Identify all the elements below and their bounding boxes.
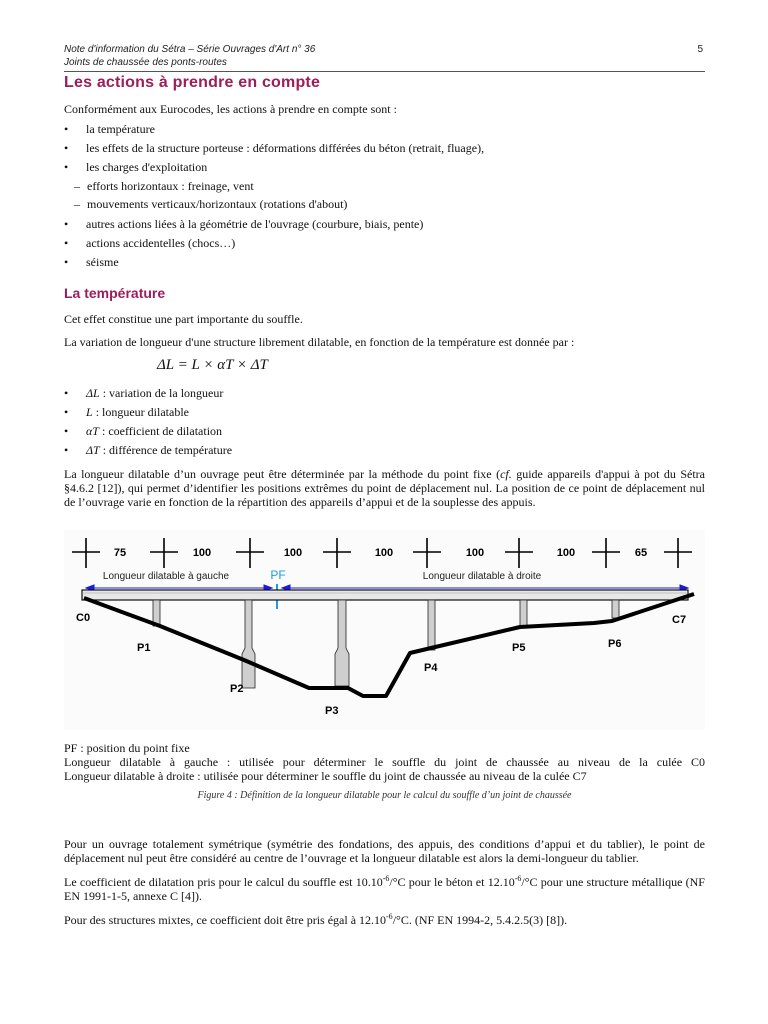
definition-item	[86, 424, 222, 438]
header-series: Note d'information du Sétra – Série Ouvrages d'Art n° 36	[64, 44, 316, 55]
bullet: •	[64, 424, 69, 438]
symmetric-paragraph: Pour un ouvrage totalement symétrique (symétrie des fondations, des appuis, des conditions d’appui et du tablier), le point de déplacement nul peut être considéré au centre de l’ouvrage et la longueur dilatable est alors la demi-longueur du tablier.	[64, 837, 705, 865]
bullet: •	[64, 160, 69, 174]
legend-right: Longueur dilatable à droite : utilisée pour déterminer le souffle du joint de chaussée au niveau de la culée C7	[64, 769, 587, 783]
dash: –	[74, 197, 80, 211]
span-length: 100	[192, 547, 212, 559]
support-label: C0	[76, 612, 91, 624]
list-item: les charges d'exploitation	[86, 160, 208, 174]
section-title-actions: Les actions à prendre en compte	[64, 74, 321, 91]
bullet: •	[64, 217, 69, 231]
list-item: autres actions liées à la géométrie de l'ouvrage (courbure, biais, pente)	[86, 217, 424, 231]
bullet: •	[64, 236, 69, 250]
definition-item	[86, 386, 223, 400]
legend-left: Longueur dilatable à gauche : utilisée pour déterminer le souffle du joint de chaussée au niveau de la culée C0	[64, 755, 705, 769]
bullet: •	[64, 255, 69, 269]
bridge-deck	[82, 590, 688, 600]
list-item: actions accidentelles (chocs…)	[86, 236, 236, 250]
label-right-length: Longueur dilatable à droite	[422, 571, 542, 582]
span-length: 100	[556, 547, 576, 559]
bullet: •	[64, 443, 69, 457]
bridge-figure	[64, 530, 705, 730]
support-label: P2	[230, 683, 244, 695]
running-header	[64, 43, 705, 69]
list-item: séisme	[86, 255, 119, 269]
dash: –	[74, 179, 80, 193]
symbol: ΔT	[86, 443, 100, 457]
header-subtitle: Joints de chaussée des ponts-routes	[64, 57, 227, 68]
sub-list-item: mouvements verticaux/horizontaux (rotations d'about)	[87, 197, 348, 211]
list-item: les effets de la structure porteuse : déformations différées du béton (retrait, fluage),	[86, 141, 485, 155]
symbol: αT	[86, 424, 99, 438]
sub-list-item: efforts horizontaux : freinage, vent	[87, 179, 254, 193]
intro-paragraph: Conformément aux Eurocodes, les actions à prendre en compte sont :	[64, 102, 397, 116]
fixed-point-label: PF	[270, 568, 286, 582]
span-length: 75	[113, 547, 127, 559]
fixed-point-paragraph: La longueur dilatable d’un ouvrage peut être déterminée par la méthode du point fixe (cf. guide appareils d'appui à pot du Sétra §4.6.2 [12]), qui permet d’identifier les positions extrêmes du point de déplacement nul. La position de ce point de déplacement nul de l’ouvrage varie en fonction de la répartition des appareils d’appui et de la souplesse des appuis.	[64, 467, 705, 509]
span-length: 100	[374, 547, 394, 559]
definition-text: : différence de température	[99, 443, 233, 457]
definition-text: : variation de la longueur	[99, 386, 224, 400]
paragraph: La variation de longueur d'une structure librement dilatable, en fonction de la température est donnée par :	[64, 335, 575, 349]
support-label: P3	[325, 705, 339, 717]
list-item: la température	[86, 122, 155, 136]
header-rule	[64, 71, 705, 72]
support-label: P5	[512, 642, 526, 654]
symbol: ΔL	[86, 386, 100, 400]
span-length: 100	[283, 547, 303, 559]
bullet: •	[64, 122, 69, 136]
figure-caption: Figure 4 : Définition de la longueur dilatable pour le calcul du souffle d’un joint de chaussée	[197, 790, 572, 801]
section-title-temperature: La température	[64, 285, 166, 301]
definition-item	[86, 405, 189, 419]
support-label: P6	[608, 638, 622, 650]
dilatation-formula: ΔL = L × αT × ΔT	[157, 357, 268, 373]
support-label: P1	[137, 642, 151, 654]
span-length: 65	[634, 547, 648, 559]
page-number: 5	[697, 44, 703, 55]
symbol: L	[86, 405, 93, 419]
figure-background	[64, 530, 705, 730]
definition-text: : longueur dilatable	[92, 405, 189, 419]
support-label: P4	[424, 662, 438, 674]
label-left-length: Longueur dilatable à gauche	[102, 571, 230, 582]
bullet: •	[64, 386, 69, 400]
support-label: C7	[672, 614, 687, 626]
coefficient-paragraph: Le coefficient de dilatation pris pour le calcul du souffle est $10.10^{-6}/^\circ C$ pour le béton et $12.10^{-6}/^\circ C$ pour une structure métallique (NF EN 1991-1-5, annexe C [4]).	[64, 874, 705, 903]
bullet: •	[64, 405, 69, 419]
definition-item	[86, 443, 232, 457]
definition-text: : coefficient de dilatation	[98, 424, 223, 438]
legend-pf: PF : position du point fixe	[64, 741, 190, 755]
span-length: 100	[465, 547, 485, 559]
mixed-structures-paragraph: Pour des structures mixtes, ce coefficient doit être pris égal à $12.10^{-6}/^\circ C$. (NF EN 1994-2, 5.4.2.5(3) [8]).	[64, 912, 568, 927]
bullet: •	[64, 141, 69, 155]
paragraph: Cet effet constitue une part importante du souffle.	[64, 312, 303, 326]
